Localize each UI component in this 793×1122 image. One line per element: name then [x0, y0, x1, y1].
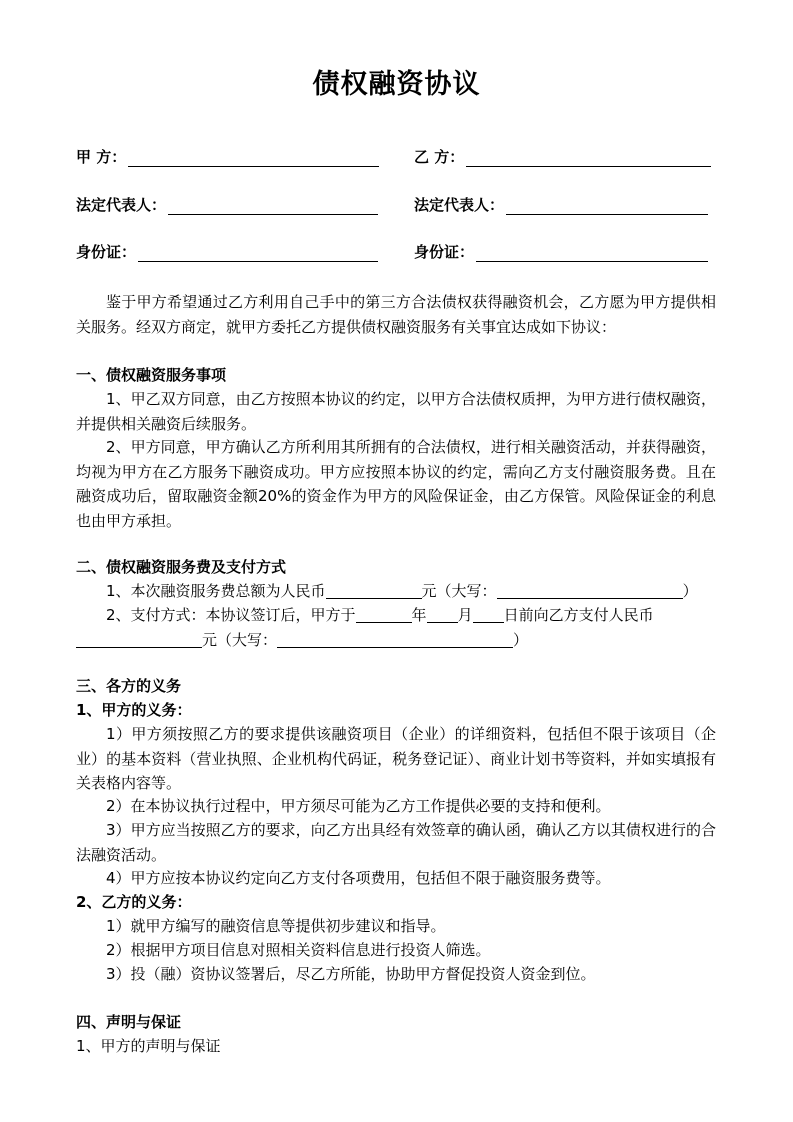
id-a-blank[interactable]	[138, 244, 378, 262]
party-a-duty-1: 1）甲方须按照乙方的要求提供该融资项目（企业）的详细资料，包括但不限于该项目（企业）的基本资料（营业执照、企业机构代码证，税务登记证）、商业计划书等资料，并如实填报有关表格内容等。	[76, 725, 716, 792]
party-b-duties-heading: 2、乙方的义务：	[76, 893, 192, 911]
party-b-duty-3: 3）投（融）资协议签署后，尽乙方所能，协助甲方督促投资人资金到位。	[106, 965, 596, 983]
document-title: 债权融资协议	[312, 69, 481, 100]
payment-words-label: 元（大写：	[202, 630, 278, 649]
party-a-duty-4: 4）甲方应按本协议约定向乙方支付各项费用，包括但不限于融资服务费等。	[106, 869, 611, 887]
rep-b-blank[interactable]	[506, 197, 708, 215]
party-a-label: 甲 方：	[76, 148, 127, 166]
party-b-blank[interactable]	[466, 149, 711, 167]
section2-clause1	[76, 579, 716, 604]
rep-a-label: 法定代表人：	[76, 196, 167, 214]
section1-clause2: 2、甲方同意，甲方确认乙方所利用其所拥有的合法债权，进行相关融资活动，并获得融资，均视为甲方在乙方服务下融资成功。甲方应按照本协议的约定，需向乙方支付融资服务费。且在融资成功后，留取融资金额20%的资金作为甲方的风险保证金，由乙方保管。风险保证金的利息也由甲方承担。	[76, 438, 716, 530]
payment-line2	[76, 628, 716, 653]
rep-a-blank[interactable]	[168, 197, 378, 215]
section2-clause2	[76, 603, 716, 652]
party-a-duty-2: 2）在本协议执行过程中，甲方须尽可能为乙方工作提供必要的支持和便利。	[106, 797, 611, 815]
party-row	[76, 146, 716, 170]
payment-year-label: 年	[411, 606, 427, 624]
rep-a-field	[76, 194, 378, 215]
fee-close-paren: ）	[682, 582, 698, 600]
id-b-blank[interactable]	[476, 244, 708, 262]
fee-text: 1、本次融资服务费总额为人民币	[106, 582, 326, 600]
party-b-field	[414, 146, 711, 167]
id-b-label: 身份证：	[414, 243, 475, 261]
id-a-label: 身份证：	[76, 243, 137, 261]
payment-close-paren: ）	[513, 630, 529, 649]
representative-row	[76, 194, 716, 218]
payment-day-text: 日前向乙方支付人民币	[503, 606, 654, 624]
section2-heading: 二、债权融资服务费及支付方式	[76, 558, 287, 576]
section3-heading: 三、各方的义务	[76, 677, 182, 695]
payment-words-blank[interactable]	[277, 631, 513, 648]
party-a-duty-3: 3）甲方应当按照乙方的要求，向乙方出具经有效签章的确认函，确认乙方以其债权进行的合法融资活动。	[76, 821, 716, 864]
rep-b-label: 法定代表人：	[414, 196, 505, 214]
payment-day-blank[interactable]	[473, 606, 504, 623]
id-b-field	[414, 241, 708, 262]
section1-clause1: 1、甲乙双方同意，由乙方按照本协议的约定，以甲方合法债权质押，为甲方进行债权融资，并提供相关融资后续服务。	[76, 390, 716, 433]
party-b-duty-2: 2）根据甲方项目信息对照相关资料信息进行投资人筛选。	[106, 941, 491, 959]
section1-heading: 一、债权融资服务事项	[76, 366, 227, 384]
intro-paragraph: 鉴于甲方希望通过乙方利用自己手中的第三方合法债权获得融资机会，乙方愿为甲方提供相关服务。经双方商定，就甲方委托乙方提供债权融资服务有关事宜达成如下协议：	[76, 293, 716, 336]
party-b-label: 乙 方：	[414, 148, 465, 166]
fee-words-blank[interactable]	[497, 582, 683, 599]
payment-month-blank[interactable]	[427, 606, 458, 623]
payment-year-blank[interactable]	[356, 606, 412, 623]
payment-month-label: 月	[457, 606, 473, 624]
section4-heading: 四、声明与保证	[76, 1013, 182, 1031]
id-row	[76, 241, 716, 265]
party-a-blank[interactable]	[128, 149, 379, 167]
rep-b-field	[414, 194, 708, 215]
party-a-duties-heading: 1、甲方的义务：	[76, 701, 192, 719]
fee-amount-blank[interactable]	[326, 582, 422, 599]
id-a-field	[76, 241, 378, 262]
fee-words-label: 元（大写：	[421, 582, 497, 600]
payment-text: 2、支付方式：本协议签订后，甲方于	[106, 606, 356, 624]
party-b-duty-1: 1）就甲方编写的融资信息等提供初步建议和指导。	[106, 917, 446, 935]
party-a-field	[76, 146, 379, 167]
payment-amount-blank[interactable]	[76, 631, 202, 648]
party-a-declaration-heading: 1、甲方的声明与保证	[76, 1037, 221, 1055]
